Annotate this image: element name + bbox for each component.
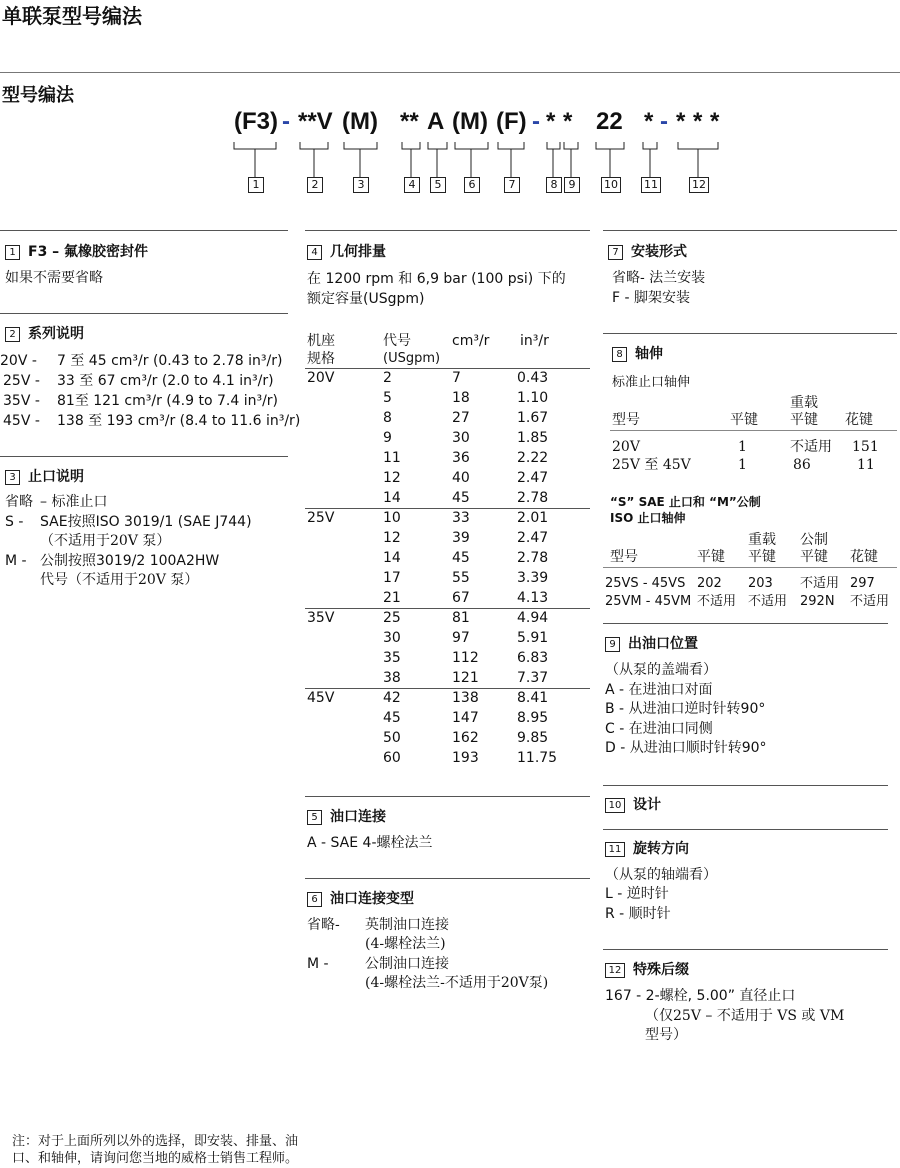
shaft-cell: 11 [857, 457, 875, 473]
divider [603, 333, 897, 334]
group-divider [305, 368, 590, 369]
section-6-header [307, 888, 414, 908]
series-code: 45V - [3, 413, 40, 429]
group-divider [305, 508, 590, 509]
divider [305, 230, 590, 231]
section-7-header [608, 241, 687, 261]
col-header: in³/r [520, 333, 549, 349]
table-cell: 5.91 [517, 630, 549, 646]
section-8-header [612, 343, 663, 363]
section-3-header [5, 466, 84, 486]
shaft-cell: 25VM - 45VM [605, 594, 692, 609]
shaft-cell: 151 [852, 439, 879, 455]
outlet-line: （从泵的盖端看） [605, 662, 717, 678]
frame-size: 25V [307, 510, 335, 526]
section-title: 安装形式 [631, 244, 687, 260]
displacement-intro: 在 1200 rpm 和 6,9 bar (100 psi) 下的 [307, 271, 566, 287]
shaft-subtitle: “S” SAE 止口和 “M”公制 [610, 495, 761, 509]
divider [0, 230, 288, 231]
code-box-2: 2 [307, 177, 323, 193]
table-cell: 162 [452, 730, 479, 746]
shaft-cell: 1 [738, 439, 747, 455]
col-header: cm³/r [452, 333, 490, 349]
section-9-header [605, 633, 698, 653]
table-cell: 8.41 [517, 690, 549, 706]
series-code: 25V - [3, 373, 40, 389]
suffix-line: （仅25V – 不适用于 VS 或 VM [645, 1008, 845, 1024]
table-cell: 1.67 [517, 410, 549, 426]
divider [610, 430, 897, 431]
table-cell: 2.78 [517, 490, 549, 506]
table-cell: 7.37 [517, 670, 549, 686]
section-title: 设计 [633, 797, 661, 813]
mounting-line: 省略- 法兰安装 [612, 270, 706, 286]
section-number: 6 [307, 892, 322, 907]
series-code: 20V - [0, 353, 37, 369]
table-cell: 35 [383, 650, 401, 666]
code-part: **V [298, 108, 333, 135]
code-dash: - [532, 108, 540, 135]
section-number: 5 [307, 810, 322, 825]
shaft-header: 型号 [610, 549, 638, 565]
table-cell: 45 [452, 550, 470, 566]
shaft-cell: 不适用 [748, 594, 788, 609]
section-title: 止口说明 [28, 469, 84, 485]
frame-size: 20V [307, 370, 335, 386]
displacement-table [305, 368, 590, 778]
section-number: 4 [307, 245, 322, 260]
table-cell: 2.47 [517, 470, 549, 486]
table-cell: 11.75 [517, 750, 558, 766]
shaft-cell: 20V [612, 439, 640, 455]
code-box-3: 3 [353, 177, 369, 193]
code-box-5: 5 [430, 177, 446, 193]
section-title: 特殊后缀 [633, 962, 689, 978]
mount-text: SAE按照ISO 3019/1 (SAE J744) [40, 514, 252, 530]
table-cell: 39 [452, 530, 470, 546]
col-header: 机座 [307, 333, 335, 349]
mount-text: （不适用于20V 泵） [40, 533, 171, 549]
table-cell: 30 [452, 430, 470, 446]
divider [603, 623, 888, 624]
section-4-header [307, 241, 386, 261]
divider [603, 829, 888, 830]
code-box-12: 12 [689, 177, 709, 193]
code-part: A [427, 108, 445, 135]
shaft-subtitle: 标准止口轴伸 [612, 375, 691, 390]
table-cell: 0.43 [517, 370, 549, 386]
code-part: * [563, 108, 573, 135]
table-cell: 36 [452, 450, 470, 466]
table-cell: 38 [383, 670, 401, 686]
shaft-cell: 25VS - 45VS [605, 576, 686, 591]
shaft-cell: 25V 至 45V [612, 457, 691, 473]
shaft-header: 花键 [845, 412, 873, 428]
col-header: 代号 [383, 333, 411, 349]
table-cell: 30 [383, 630, 401, 646]
table-cell: 42 [383, 690, 401, 706]
section-number: 12 [605, 963, 625, 978]
section-number: 8 [612, 347, 627, 362]
series-text: 81至 121 cm³/r (4.9 to 7.4 in³/r) [57, 393, 279, 409]
mount-text: 代号（不适用于20V 泵） [40, 572, 199, 588]
model-code [0, 108, 900, 142]
table-cell: 7 [452, 370, 461, 386]
variant-text: (4-螺栓法兰-不适用于20V泵) [365, 975, 549, 991]
table-cell: 14 [383, 490, 401, 506]
section-number: 1 [5, 245, 20, 260]
table-cell: 97 [452, 630, 470, 646]
footnote: 注：对于上面所列以外的选择，即安装、排量、油 [12, 1134, 299, 1149]
table-cell: 17 [383, 570, 401, 586]
section-number: 3 [5, 470, 20, 485]
rotation-line: L - 逆时针 [605, 886, 669, 902]
table-cell: 81 [452, 610, 470, 626]
table-cell: 27 [452, 410, 470, 426]
variant-code: 省略- [307, 917, 340, 933]
table-cell: 1.85 [517, 430, 549, 446]
shaft-cell: 不适用 [790, 439, 832, 455]
table-cell: 12 [383, 530, 401, 546]
sec1-line: 如果不需要省略 [5, 270, 103, 286]
frame-size: 35V [307, 610, 335, 626]
section-10-header [605, 794, 661, 814]
table-cell: 21 [383, 590, 401, 606]
shaft-subtitle: ISO 止口轴伸 [610, 511, 686, 525]
code-box-8: 8 [546, 177, 562, 193]
table-cell: 5 [383, 390, 392, 406]
shaft-cell: 不适用 [850, 594, 890, 609]
code-box-11: 11 [641, 177, 661, 193]
shaft-cell: 292N [800, 594, 835, 609]
outlet-line: C - 在进油口同侧 [605, 721, 713, 737]
table-cell: 12 [383, 470, 401, 486]
shaft-cell: 不适用 [697, 594, 737, 609]
code-part: * [676, 108, 686, 135]
outlet-line: B - 从进油口逆时针转90° [605, 701, 766, 717]
variant-text: (4-螺栓法兰) [365, 936, 446, 952]
table-cell: 14 [383, 550, 401, 566]
table-cell: 45 [383, 710, 401, 726]
rotation-line: R - 顺时针 [605, 906, 671, 922]
divider [305, 796, 590, 797]
section-title: 油口连接 [330, 809, 386, 825]
rotation-line: （从泵的轴端看） [605, 867, 717, 883]
displacement-intro: 额定容量(USgpm) [307, 291, 425, 307]
table-cell: 60 [383, 750, 401, 766]
table-cell: 25 [383, 610, 401, 626]
footnote: 口、和轴伸，请询问您当地的威格士销售工程师。 [12, 1151, 299, 1166]
table-cell: 4.13 [517, 590, 549, 606]
code-box-10: 10 [601, 177, 621, 193]
divider [603, 567, 897, 568]
table-cell: 121 [452, 670, 479, 686]
section-5-header [307, 806, 386, 826]
code-box-7: 7 [504, 177, 520, 193]
table-cell: 9 [383, 430, 392, 446]
section-number: 10 [605, 798, 625, 813]
suffix-line: 167 - 2-螺栓, 5.00” 直径止口 [605, 988, 796, 1004]
shaft-cell: 203 [748, 576, 773, 591]
table-cell: 10 [383, 510, 401, 526]
table-cell: 40 [452, 470, 470, 486]
section-title: 轴伸 [635, 346, 663, 362]
variant-text: 公制油口连接 [365, 956, 449, 972]
mounting-line: F - 脚架安装 [612, 290, 691, 306]
table-cell: 112 [452, 650, 479, 666]
series-code: 35V - [3, 393, 40, 409]
suffix-line: 型号） [645, 1027, 687, 1043]
table-cell: 1.10 [517, 390, 549, 406]
table-cell: 2.01 [517, 510, 549, 526]
divider [603, 230, 897, 231]
section-title: 系列说明 [28, 326, 84, 342]
mount-code: M - [5, 553, 27, 569]
code-box-9: 9 [564, 177, 580, 193]
section-number: 7 [608, 245, 623, 260]
variant-text: 英制油口连接 [365, 917, 449, 933]
section-2-header [5, 323, 84, 343]
mount-code: S - [5, 514, 24, 530]
shaft-header: 平键 [730, 412, 758, 428]
code-dash: - [282, 108, 290, 135]
code-box-4: 4 [404, 177, 420, 193]
page-title: 单联泵型号编法 [2, 4, 142, 28]
code-part: * [644, 108, 654, 135]
shaft-header: 平键 [800, 549, 828, 565]
outlet-line: A - 在进油口对面 [605, 682, 713, 698]
section-1-header [5, 241, 148, 261]
code-box-1: 1 [248, 177, 264, 193]
shaft-cell: 297 [850, 576, 875, 591]
section-title: F3 – 氟橡胶密封件 [28, 244, 149, 260]
shaft-header: 重载 [790, 395, 818, 411]
divider [603, 949, 888, 950]
mount-text: 公制按照3019/2 100A2HW [40, 553, 220, 569]
divider [603, 785, 888, 786]
shaft-cell: 86 [793, 457, 811, 473]
shaft-header: 公制 [800, 532, 828, 548]
group-divider [305, 608, 590, 609]
table-cell: 8.95 [517, 710, 549, 726]
shaft-header: 型号 [612, 412, 640, 428]
table-cell: 3.39 [517, 570, 549, 586]
port-connection: A - SAE 4-螺栓法兰 [307, 835, 433, 851]
shaft-cell: 202 [697, 576, 722, 591]
section-12-header [605, 959, 689, 979]
table-cell: 67 [452, 590, 470, 606]
series-text: 7 至 45 cm³/r (0.43 to 2.78 in³/r) [57, 353, 283, 369]
col-header: 规格 [307, 351, 335, 367]
table-cell: 9.85 [517, 730, 549, 746]
code-part: (F3) [234, 108, 278, 135]
table-cell: 2.78 [517, 550, 549, 566]
frame-size: 45V [307, 690, 335, 706]
mount-code: 省略 [5, 494, 33, 510]
section-number: 11 [605, 842, 625, 857]
outlet-line: D - 从进油口顺时针转90° [605, 740, 767, 756]
table-cell: 11 [383, 450, 401, 466]
table-cell: 33 [452, 510, 470, 526]
code-part: 22 [596, 108, 623, 135]
table-cell: 18 [452, 390, 470, 406]
shaft-cell: 1 [738, 457, 747, 473]
mount-text: – 标准止口 [40, 494, 108, 510]
code-part: * [693, 108, 703, 135]
series-text: 138 至 193 cm³/r (8.4 to 11.6 in³/r) [57, 413, 301, 429]
table-cell: 8 [383, 410, 392, 426]
shaft-cell: 不适用 [800, 576, 840, 591]
shaft-header: 重载 [748, 532, 776, 548]
title-divider [0, 72, 900, 73]
table-cell: 193 [452, 750, 479, 766]
group-divider [305, 688, 590, 689]
subtitle: 型号编法 [2, 85, 74, 106]
table-cell: 2.22 [517, 450, 549, 466]
code-box-6: 6 [464, 177, 480, 193]
divider [0, 313, 288, 314]
divider [0, 456, 288, 457]
table-cell: 4.94 [517, 610, 549, 626]
shaft-header: 平键 [790, 412, 818, 428]
shaft-header: 平键 [697, 549, 725, 565]
table-cell: 6.83 [517, 650, 549, 666]
series-text: 33 至 67 cm³/r (2.0 to 4.1 in³/r) [57, 373, 274, 389]
code-part: (F) [496, 108, 527, 135]
code-part: (M) [452, 108, 488, 135]
table-cell: 2.47 [517, 530, 549, 546]
table-cell: 2 [383, 370, 392, 386]
section-11-header [605, 838, 689, 858]
code-part: ** [400, 108, 419, 135]
code-dash: - [660, 108, 668, 135]
variant-code: M - [307, 956, 329, 972]
code-part: * [710, 108, 720, 135]
table-cell: 147 [452, 710, 479, 726]
divider [305, 878, 590, 879]
section-title: 旋转方向 [633, 841, 689, 857]
code-part: (M) [342, 108, 378, 135]
section-title: 出油口位置 [628, 636, 698, 652]
table-cell: 45 [452, 490, 470, 506]
table-cell: 138 [452, 690, 479, 706]
shaft-header: 花键 [850, 549, 878, 565]
code-brackets [0, 140, 900, 180]
table-cell: 50 [383, 730, 401, 746]
section-title: 几何排量 [330, 244, 386, 260]
shaft-header: 平键 [748, 549, 776, 565]
section-number: 9 [605, 637, 620, 652]
code-part: * [546, 108, 556, 135]
table-cell: 55 [452, 570, 470, 586]
section-title: 油口连接变型 [330, 891, 414, 907]
section-number: 2 [5, 327, 20, 342]
col-header: (USgpm) [383, 351, 441, 366]
